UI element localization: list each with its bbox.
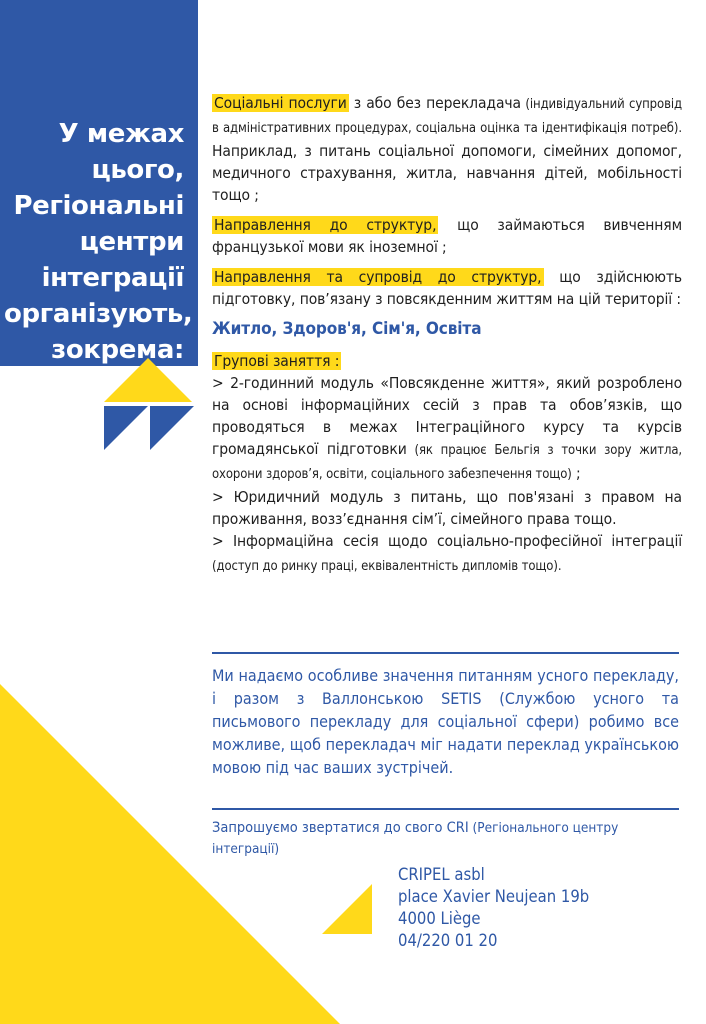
social-services-rest: з або без перекладача — [348, 94, 522, 112]
sidebar-title — [4, 116, 193, 368]
interpretation-paragraph: Ми надаємо особливе значення питанням усного перекладу, і разом з Валлонською SETIS (Службою усного та письмового перекладу для соціальної сфери) робимо все можливе, щоб перекладач міг надати переклад українською мовою під час ваших зустрічей. — [212, 666, 679, 777]
social-services-tail: Наприклад, з питань соціальної допомоги, сімейних допомог, медичного страхування, житла, навчання дітей, мобільності тощо ; — [212, 142, 682, 204]
contact-phone: 04/220 01 20 — [398, 931, 498, 950]
module2-text: > Юридичний модуль з питань, що пов'язані з правом на проживання, возз’єднання сім’ї, сімейного права тощо. — [212, 488, 682, 528]
divider-top — [212, 652, 679, 654]
contact-city: 4000 Liège — [398, 909, 481, 928]
sidebar-title-line: інтеграції — [41, 263, 184, 293]
module3-note: (доступ до ринку праці, еквівалентність дипломів тощо). — [212, 559, 562, 574]
module3-text: > Інформаційна сесія щодо соціально-професійної інтеграції — [212, 532, 682, 550]
accompany-label: Направлення та супровід до структур, — [214, 268, 542, 286]
triangle-blue-bottom-left — [104, 406, 148, 450]
module1-text: > 2-годинний модуль «Повсякденне життя», який розроблено на основі інформаційних сесій з прав та обов’язків, що проводяться в межах Інтеграційного курсу та курсів громадянської підготовки — [212, 374, 682, 458]
module1-note: (як працює Бельгія з точки зору житла, охорони здоров’я, освіти, соціального забезпечення тощо) — [212, 443, 683, 482]
sidebar-title-line: зокрема: — [51, 335, 184, 365]
invite-text — [212, 818, 682, 860]
triangle-yellow-top-right — [148, 358, 192, 402]
item-accompany — [212, 266, 682, 310]
item-social-services — [212, 92, 682, 206]
item-referral — [212, 214, 682, 258]
invite-main: Запрошуємо звертатися до свого CRI — [212, 820, 469, 836]
sidebar-panel — [0, 0, 198, 366]
social-services-note: (індивідуальний супровід в адміністративних процедурах, соціальна оцінка та ідентифікація потреб). — [212, 97, 682, 136]
sidebar-title-line: організують, — [4, 299, 193, 329]
triangle-decoration-icon — [104, 358, 194, 458]
contact-block — [398, 864, 589, 952]
referral-label: Направлення до структур, — [214, 216, 437, 234]
contact-street: place Xavier Neujean 19b — [398, 887, 590, 906]
sidebar-title-line: цього, — [91, 155, 184, 185]
module-info-session — [212, 530, 682, 578]
triangle-blue-bottom-right — [150, 406, 194, 450]
small-yellow-triangle — [322, 884, 372, 934]
sidebar-title-line: Регіональні — [13, 191, 184, 221]
divider-bottom — [212, 808, 679, 810]
module1-end: ; — [571, 464, 581, 482]
group-activities-heading — [212, 350, 682, 372]
services-list — [212, 92, 682, 586]
sidebar-title-line: У межах — [58, 119, 184, 149]
accompany-tail: що здійснюють підготовку, пов’язану з повсякденним життям на цій території : — [212, 268, 682, 308]
sidebar-title-line: центри — [79, 227, 184, 257]
contact-name: CRIPEL asbl — [398, 865, 485, 884]
topics-line: Житло, Здоров'я, Сім'я, Освіта — [212, 319, 482, 339]
referral-tail: що займаються вивченням французької мови як іноземної ; — [212, 216, 682, 256]
module-legal — [212, 486, 682, 530]
module-daily-life — [212, 372, 682, 486]
social-services-label: Соціальні послуги — [214, 94, 347, 112]
group-label: Групові заняття : — [214, 352, 340, 370]
invite-note: (Регіонального центру інтеграції) — [212, 820, 619, 857]
triangle-yellow-top-left — [104, 358, 148, 402]
